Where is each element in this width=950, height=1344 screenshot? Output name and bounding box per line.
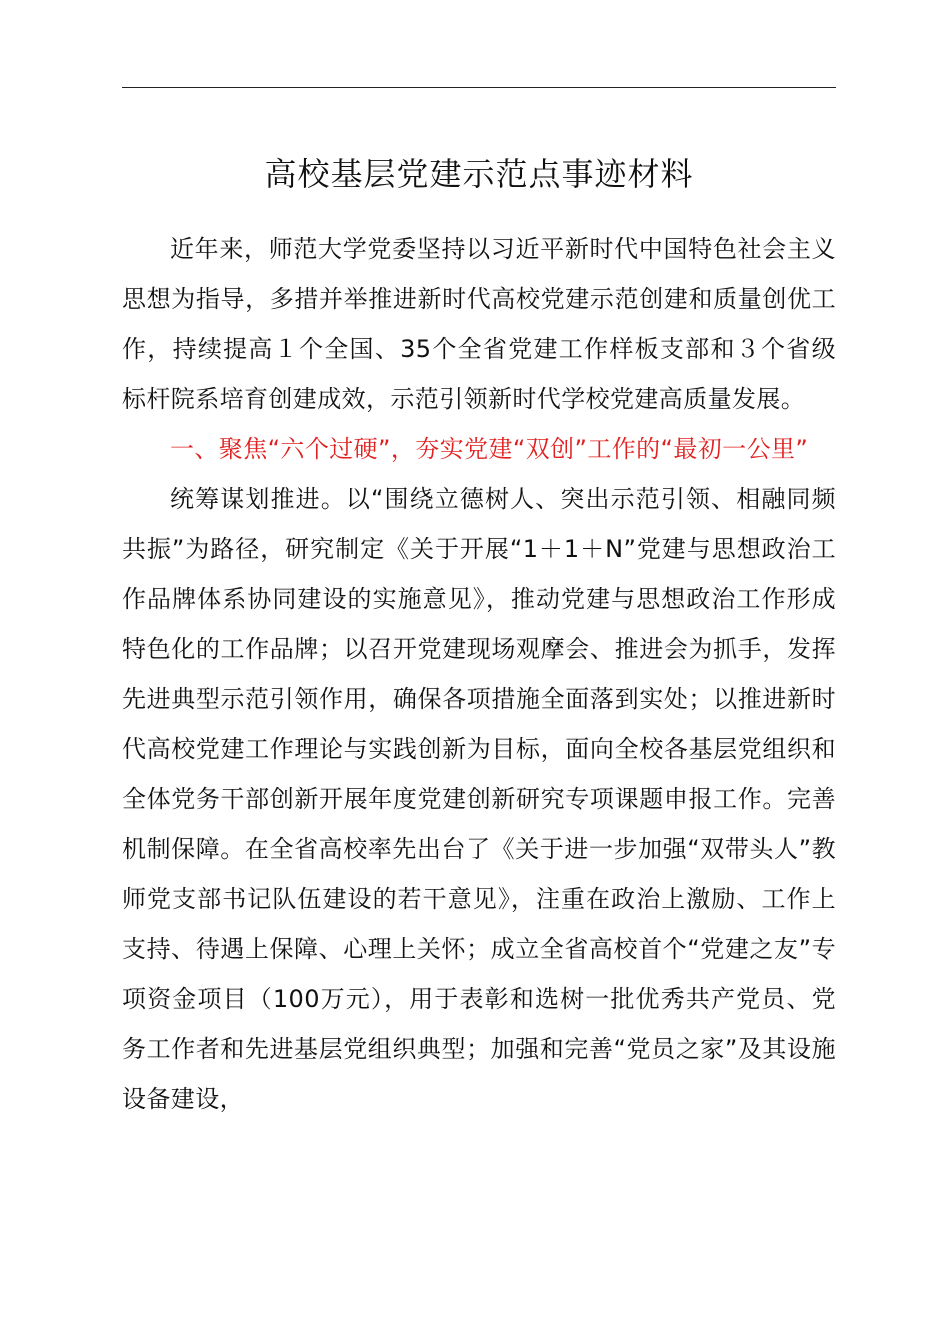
intro-paragraph: 近年来，师范大学党委坚持以习近平新时代中国特色社会主义思想为指导，多措并举推进新时代高校党建示范创建和质量创优工作，持续提高１个全国、35个全省党建工作样板支部和３个省级标杆院系培育创建成效，示范引领新时代学校党建高质量发展。 (122, 235, 836, 413)
section-heading-1: 一、聚焦“六个过硬”，夯实党建“双创”工作的“最初一公里” (170, 435, 809, 463)
document-title: 高校基层党建示范点事迹材料 (264, 155, 694, 193)
header-rule (122, 87, 836, 88)
section-paragraph-1: 统筹谋划推进。以“围绕立德树人、突出示范引领、相融同频共振”为路径，研究制定《关于开展“1＋1＋N”党建与思想政治工作品牌体系协同建设的实施意见》，推动党建与思想政治工作形成特色化的工作品牌；以召开党建现场观摩会、推进会为抓手，发挥先进典型示范引领作用，确保各项措施全面落到实处；以推进新时代高校党建工作理论与实践创新为目标，面向全校各基层党组织和全体党务干部创新开展年度党建创新研究专项课题申报工作。完善机制保障。在全省高校率先出台了《关于进一步加强“双带头人”教师党支部书记队伍建设的若干意见》，注重在政治上激励、工作上支持、待遇上保障、心理上关怀；成立全省高校首个“党建之友”专项资金项目（100万元），用于表彰和选树一批优秀共产党员、党务工作者和先进基层党组织典型；加强和完善“党员之家”及其设施设备建设， (122, 485, 836, 1113)
document-body (122, 224, 836, 1124)
